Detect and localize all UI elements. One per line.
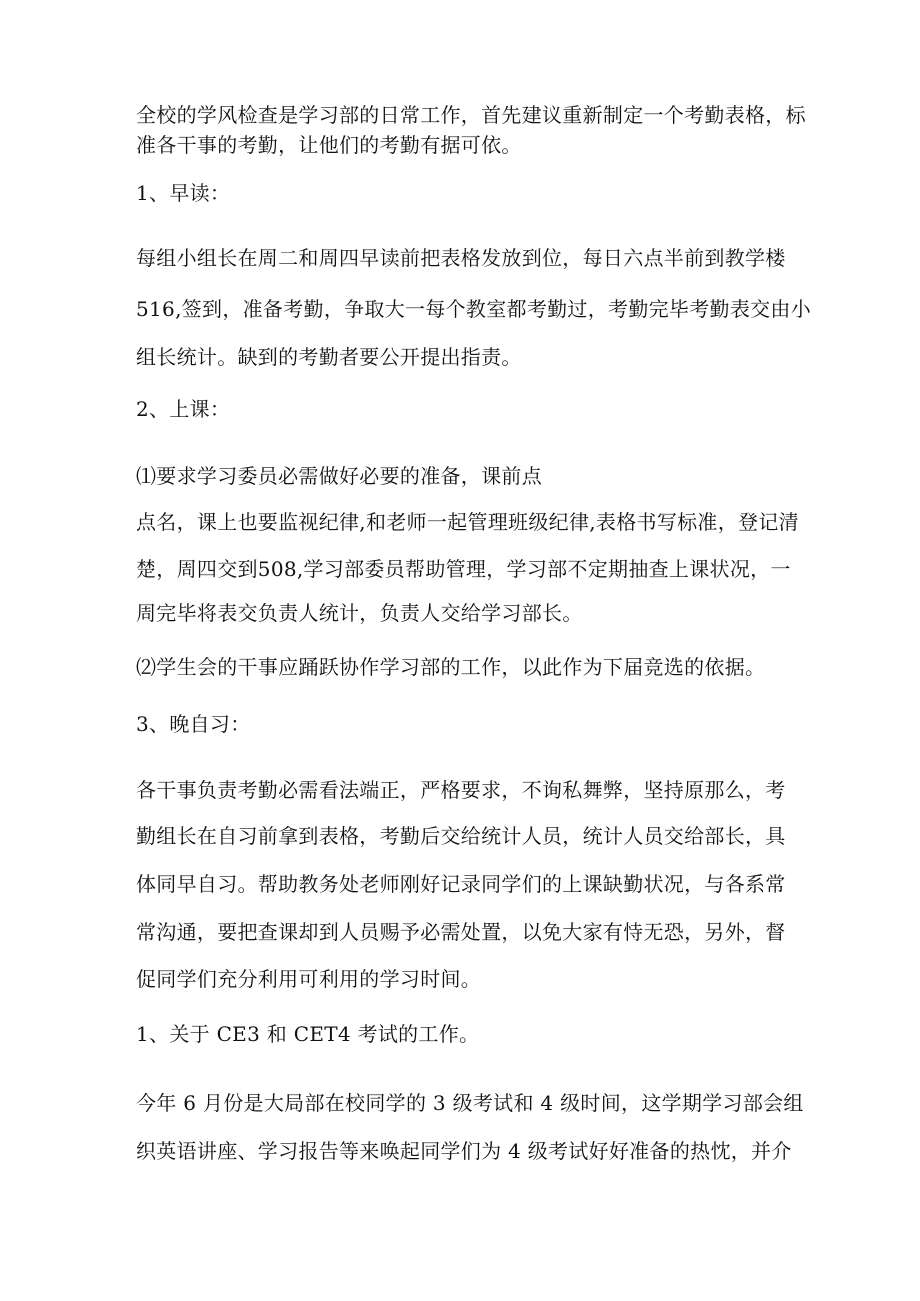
- morning-reading-line-3: 组长统计。缺到的考勤者要公开提出指责。: [136, 345, 522, 369]
- section-heading-class: 2、上课：: [136, 397, 231, 421]
- morning-reading-line-2: 516,签到，准备考勤，争取大一每个教室都考勤过，考勤完毕考勤表交由小: [136, 297, 812, 321]
- class-item-1-line-4: 周完毕将表交负责人统计，负责人交给学习部长。: [136, 601, 583, 625]
- class-item-1-line-2: 点名，课上也要监视纪律,和老师一起管理班级纪律,表格书写标准，登记清: [136, 510, 799, 534]
- evening-study-line-3: 体同早自习。帮助教务处老师刚好记录同学们的上课缺勤状况，与各系常: [136, 872, 786, 896]
- class-item-1-line-3: 楚，周四交到508,学习部委员帮助管理，学习部不定期抽查上课状况，一: [136, 557, 791, 581]
- evening-study-line-4: 常沟通，要把查课却到人员赐予必需处置，以免大家有恃无恐，另外，督: [136, 920, 786, 944]
- cet-line-1: 今年 6 月份是大局部在校同学的 3 级考试和 4 级时间，这学期学习部会组: [136, 1091, 804, 1115]
- evening-study-line-5: 促同学们充分利用可利用的学习时间。: [136, 967, 482, 991]
- cet-line-2: 织英语讲座、学习报告等来唤起同学们为 4 级考试好好准备的热忱，并介: [136, 1139, 792, 1163]
- morning-reading-line-1: 每组小组长在周二和周四早读前把表格发放到位，每日六点半前到教学楼: [136, 246, 786, 270]
- class-item-2: ⑵学生会的干事应踊跃协作学习部的工作，以此作为下届竞选的依据。: [136, 655, 766, 679]
- class-item-1-line-1: ⑴要求学习委员必需做好必要的准备，课前点: [136, 464, 542, 488]
- evening-study-line-1: 各干事负责考勤必需看法端正，严格要求，不询私舞弊，坚持原那么，考: [136, 778, 786, 802]
- section-heading-morning-reading: 1、早读：: [136, 181, 231, 205]
- section-heading-cet: 1、关于 CE3 和 CET4 考试的工作。: [136, 1022, 480, 1046]
- intro-line-1: 全校的学风检查是学习部的日常工作，首先建议重新制定一个考勤表格，标: [136, 103, 806, 127]
- evening-study-line-2: 勤组长在自习前拿到表格，考勤后交给统计人员，统计人员交给部长，具: [136, 824, 786, 848]
- intro-line-2: 准各干事的考勤，让他们的考勤有据可依。: [136, 133, 522, 157]
- section-heading-evening-study: 3、晚自习：: [136, 712, 251, 736]
